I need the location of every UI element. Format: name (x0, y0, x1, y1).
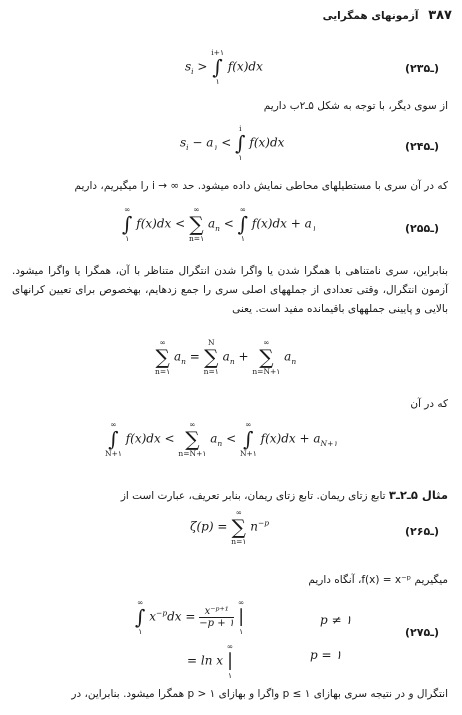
equation-24: $s_i - a_۱$ < i ∫ ۱ f(x)dx (180, 124, 285, 162)
equation-27: ∞ ∫ ۱ $x^{-p}dx$ = $\frac{\text{x⁻ᵖ⁺¹}}{-p + ۱}$ ∞ | ۱ p ≠ ۱ = ln x ∞ | ۱ p = ۱ (135, 598, 352, 680)
equation-number: (۲۷ـ۵) (405, 626, 439, 639)
page-number: ۳۸۷ (428, 8, 452, 23)
paragraph: انتگرال و در نتیجه سری بهازای ۱ ≥ p واگرا و بهازای ۱ < p همگرا میشود. بنابراین، در (71, 688, 448, 700)
equation-23: $s_i$ > i+۱ ∫ ۱ f(x)dx (185, 48, 263, 86)
paragraph: میگیریم f(x) = x⁻ᵖ، آنگاه داریم (308, 574, 448, 586)
equation-remainder-bound: ∞ ∫ N+۱ f(x)dx < ∞ ∑ n=N+۱ $a_n$ < ∞ ∫ N+۱ $f(x)dx + a_{N+۱}$ (105, 420, 338, 458)
example-text: تابع زتای ریمان. تابع زتای ریمان، بنابر تعریف، عبارت است از (120, 490, 389, 502)
paragraph: از سوی دیگر، با توجه به شکل ۵ـ۲ب داریم (263, 100, 448, 112)
example-heading (121, 488, 448, 502)
equation-number: (۲۵ـ۵) (405, 222, 439, 235)
equation-number: (۲۳ـ۵) (405, 62, 439, 75)
equation-split-sum: ∞ ∑ n=۱ $a_n$ = N ∑ n=۱ $a_n$ + ∞ ∑ n=N+۱ $a_n$ (155, 338, 297, 376)
example-label: مثال ۵ـ۲ـ۳ (388, 488, 448, 502)
page-header (12, 8, 452, 24)
equation-26: ζ(p) = ∞ ∑ n=۱ $n^{-p}$ (190, 508, 270, 546)
paragraph: بنابراین، سری نامتناهی با همگرا شدن یا واگرا شدن انتگرال متناظر با آن، همگرا یا واگرا میشود. آزمون انتگرال، وقتی تعدادی از جملههای اصلی سری را جمع زدهایم، بهخصوص برای تعیین کرانهای بالایی و پایینی جملههای باقیمانده مفید است. یعنی (12, 265, 448, 315)
running-title: آزمونهای همگرایی (322, 10, 419, 22)
equation-number: (۲۴ـ۵) (405, 140, 439, 153)
paragraph: که در آن (410, 398, 448, 410)
paragraph: که در آن سری با مستطیلهای محاطی نمایش داده میشود. حد ∞ → i را میگیریم، داریم (74, 180, 448, 192)
equation-25: ∞ ∫ ۱ f(x)dx < ∞ ∑ n=۱ $a_n$ < ∞ ∫ ۱ $f(x)dx + a_۱$ (122, 205, 316, 243)
equation-number: (۲۶ـ۵) (405, 525, 439, 538)
